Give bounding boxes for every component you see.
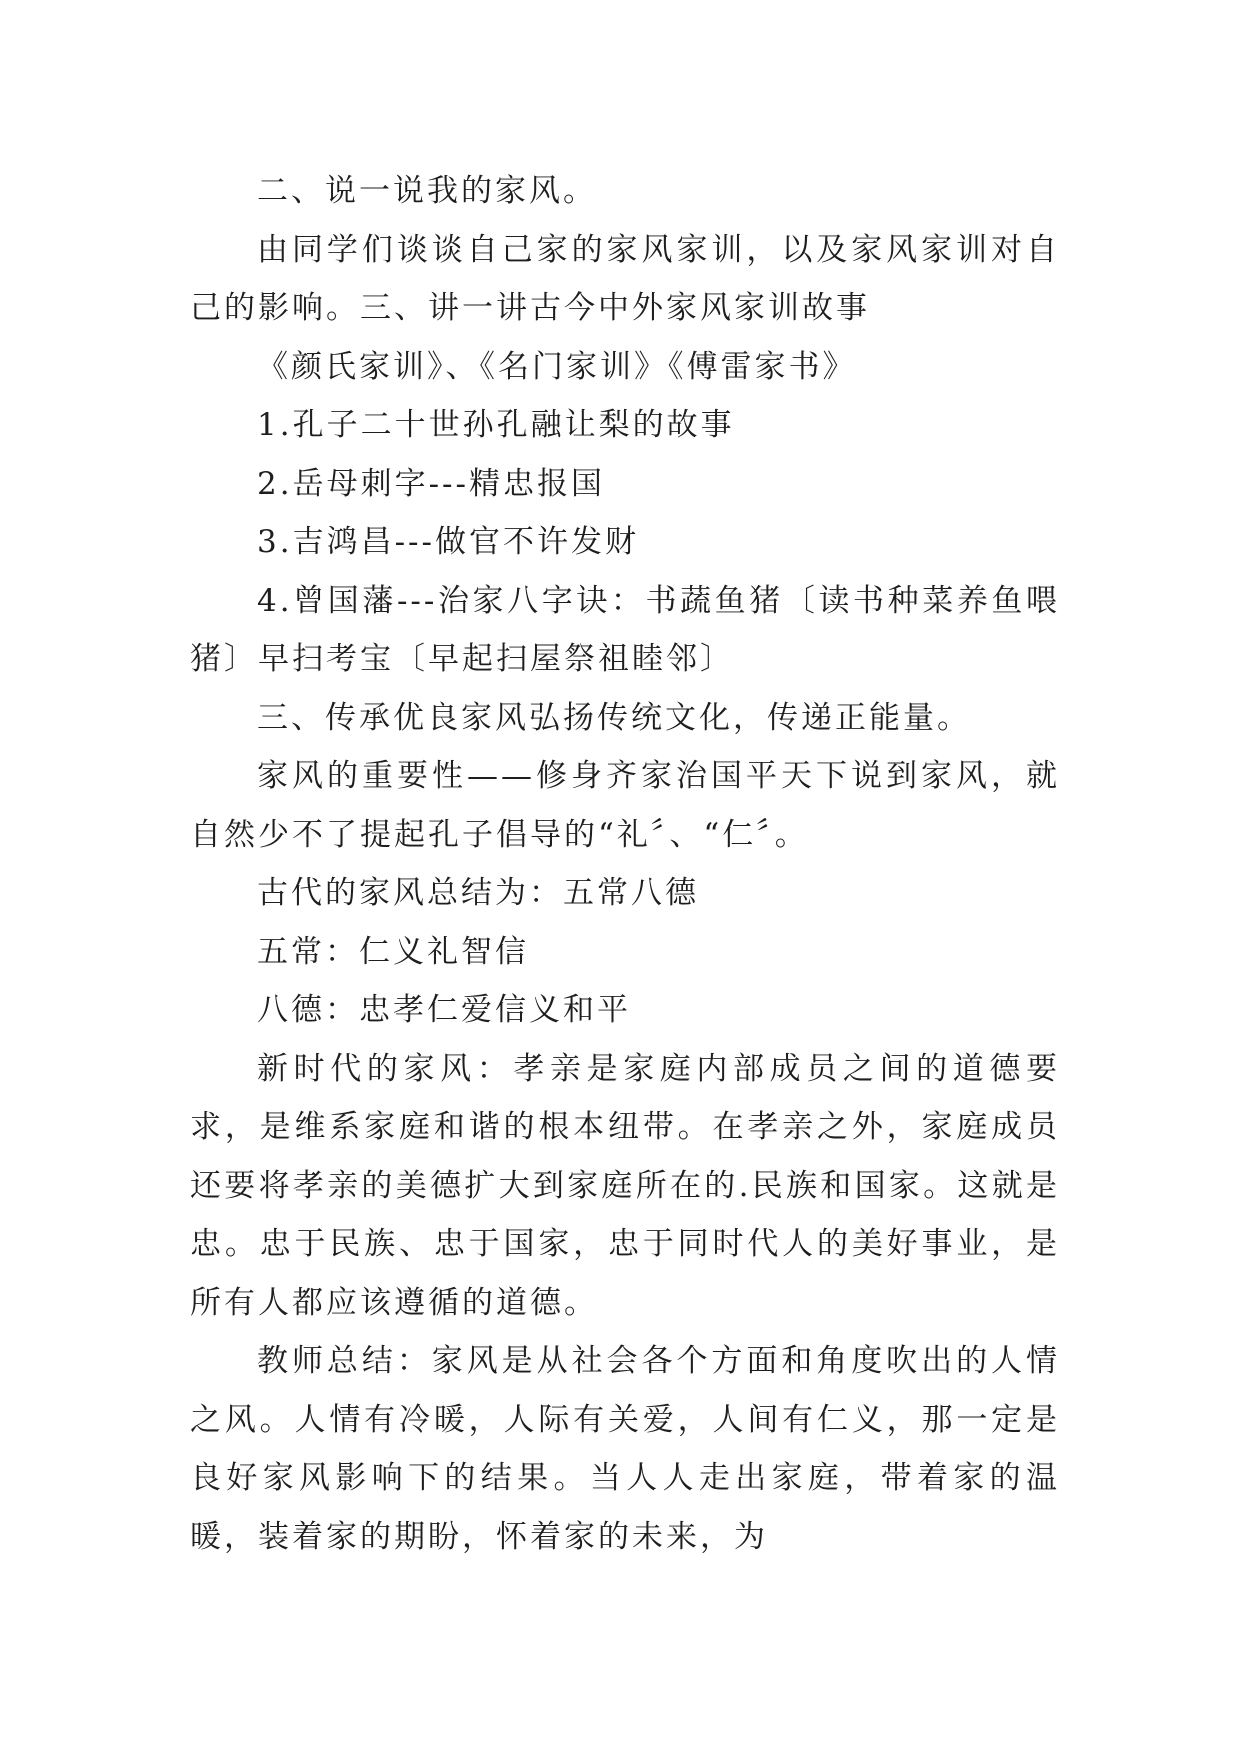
paragraph-discussion: 由同学们谈谈自己家的家风家训，以及家风家训对自己的影响。三、讲一讲古今中外家风家训故事 (190, 231, 1060, 326)
paragraph-importance: 家风的重要性——修身齐家治国平天下说到家风，就自然少不了提起孔子倡导的“礼〞、“仁〞。 (190, 758, 1060, 853)
paragraph-eight-virtues: 八德：忠孝仁爱信义和平 (257, 992, 631, 1028)
paragraph-teacher-summary: 教师总结：家风是从社会各个方面和角度吹出的人情之风。人情有冷暖，人际有关爱，人间有仁义，那一定是良好家风影响下的结果。当人人走出家庭，带着家的温暖，装着家的期盼，怀着家的未来，为 (190, 1343, 1060, 1555)
paragraph-ancient-summary: 古代的家风总结为：五常八德 (257, 875, 699, 911)
list-item-story-2: 2.岳母刺字---精忠报国 (257, 465, 606, 502)
paragraph-five-constants: 五常：仁义礼智信 (257, 933, 529, 970)
section-heading-inherit: 三、传承优良家风弘扬传统文化，传递正能量。 (257, 699, 971, 736)
list-item-story-3: 3.吉鸿昌---做官不许发财 (257, 524, 639, 560)
list-item-story-1: 1.孔子二十世孙孔融让梨的故事 (257, 407, 735, 443)
paragraph-book-titles: 《颜氏家训》、《名门家训》《傅雷家书》 (257, 348, 857, 385)
section-heading-family-style: 二、说一说我的家风。 (257, 173, 597, 209)
paragraph-new-era: 新时代的家风：孝亲是家庭内部成员之间的道德要求，是维系家庭和谐的根本纽带。在孝亲之外，家庭成员还要将孝亲的美德扩大到家庭所在的.民族和国家。这就是忠。忠于民族、忠于国家，忠于同时代人的美好事业，是所有人都应该遵循的道德。 (190, 1050, 1060, 1321)
document-body (190, 162, 1060, 1566)
list-item-story-4: 4.曾国藩---治家八字诀：书蔬鱼猪〔读书种菜养鱼喂猪〕早扫考宝〔早起扫屋祭祖睦邻〕 (190, 582, 1060, 677)
